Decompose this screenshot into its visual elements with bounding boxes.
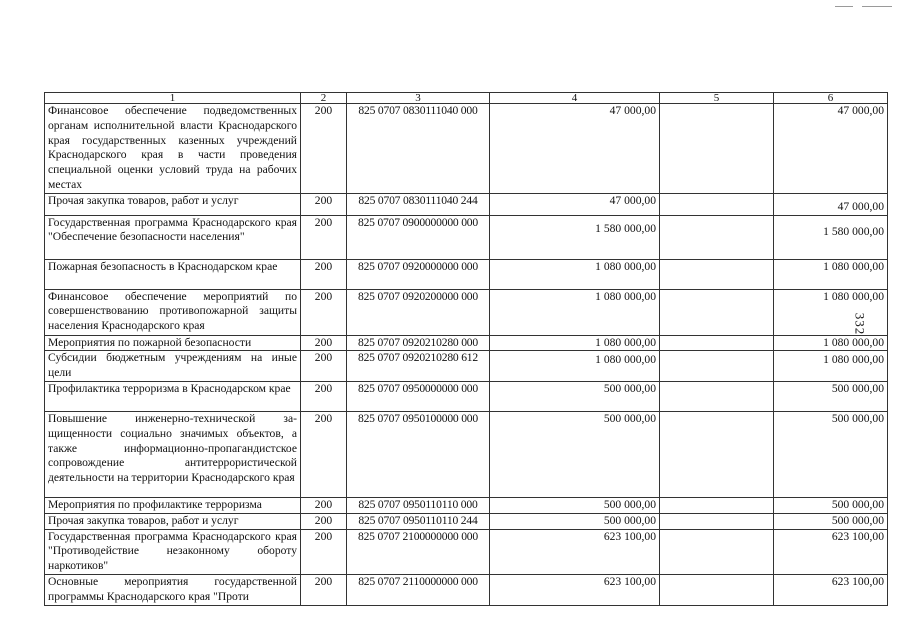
row-name-cell: Профилактика терроризма в Краснодарском крае [45,381,301,411]
row-code-cell: 200 [301,497,347,513]
row-kbk-cell: 825 0707 0830111040 000 [347,104,490,194]
row-name-cell: Финансовое обеспечение подведомственных органам исполнительной власти Краснодарского края государственных казенных учреждений Краснодарского края в части проведения специальной оценки условий труда на рабочих местах [45,104,301,194]
row-code-cell: 200 [301,215,347,259]
row-kbk-cell: 825 0707 2100000000 000 [347,529,490,574]
row-amount-cell: 623 100,00 [490,529,660,574]
row-code-cell: 200 [301,289,347,335]
row-name-cell: Пожарная безопасность в Краснодарском крае [45,259,301,289]
row-amount-cell: 623 100,00 [490,574,660,605]
row-empty-cell [660,497,774,513]
table-row [45,193,888,215]
row-name-cell: Основные мероприятия государственной программы Краснодарского края "Проти [45,574,301,605]
row-amount-cell: 1 080 000,00 [490,259,660,289]
row-empty-cell [660,351,774,382]
table-row [45,335,888,351]
row-amount-total-cell: 1 080 000,00 [774,351,888,382]
table-row [45,497,888,513]
table-row [45,574,888,605]
row-kbk-cell: 825 0707 0920210280 000 [347,335,490,351]
row-amount-cell: 47 000,00 [490,193,660,215]
row-empty-cell [660,381,774,411]
row-empty-cell [660,574,774,605]
column-header: 1 [45,93,301,104]
row-amount-total-cell: 1 080 000,00 [774,259,888,289]
row-empty-cell [660,529,774,574]
row-name-cell: Государственная программа Краснодарского края "Обеспечение безопасности населения" [45,215,301,259]
row-amount-cell: 500 000,00 [490,381,660,411]
row-kbk-cell: 825 0707 0900000000 000 [347,215,490,259]
row-name-cell: Мероприятия по пожарной безопасности [45,335,301,351]
row-empty-cell [660,259,774,289]
row-kbk-cell: 825 0707 0950000000 000 [347,381,490,411]
row-empty-cell [660,193,774,215]
row-amount-total-cell: 623 100,00 [774,574,888,605]
row-empty-cell [660,104,774,194]
row-empty-cell [660,513,774,529]
row-name-cell: Государственная программа Краснодарского края "Противодействие незаконному обороту наркотиков" [45,529,301,574]
page-edge-mark [862,6,892,7]
row-name-cell: Мероприятия по профилактике терроризма [45,497,301,513]
table-row [45,104,888,194]
row-name-cell: Прочая закупка товаров, работ и услуг [45,193,301,215]
row-amount-cell: 1 580 000,00 [490,215,660,259]
row-code-cell: 200 [301,104,347,194]
column-header: 5 [660,93,774,104]
page-number: 332 [852,312,868,336]
row-code-cell: 200 [301,529,347,574]
column-header: 3 [347,93,490,104]
row-code-cell: 200 [301,381,347,411]
table-row [45,411,888,497]
row-amount-total-cell: 47 000,00 [774,104,888,194]
row-name-cell: Субсидии бюджетным учреждениям на иные цели [45,351,301,382]
row-code-cell: 200 [301,335,347,351]
table-row [45,529,888,574]
row-amount-cell: 500 000,00 [490,513,660,529]
table-row [45,259,888,289]
table-row [45,513,888,529]
row-amount-cell: 47 000,00 [490,104,660,194]
row-empty-cell [660,215,774,259]
row-name-cell: Прочая закупка товаров, работ и услуг [45,513,301,529]
budget-table [44,92,888,606]
row-empty-cell [660,411,774,497]
page-edge-mark [835,6,853,7]
row-amount-cell: 500 000,00 [490,497,660,513]
row-amount-cell: 500 000,00 [490,411,660,497]
row-kbk-cell: 825 0707 2110000000 000 [347,574,490,605]
row-amount-total-cell: 500 000,00 [774,497,888,513]
row-kbk-cell: 825 0707 0920000000 000 [347,259,490,289]
column-header: 4 [490,93,660,104]
row-amount-total-cell: 1 580 000,00 [774,215,888,259]
row-amount-total-cell: 47 000,00 [774,193,888,215]
row-name-cell: Финансовое обеспечение мероприятий по совершенствованию противопожарной защиты населения Краснодарского края [45,289,301,335]
row-amount-cell: 1 080 000,00 [490,289,660,335]
row-amount-total-cell: 1 080 000,00 [774,289,888,335]
table-row [45,381,888,411]
row-code-cell: 200 [301,351,347,382]
row-code-cell: 200 [301,193,347,215]
row-amount-cell: 1 080 000,00 [490,335,660,351]
row-code-cell: 200 [301,259,347,289]
table-row [45,351,888,382]
column-header: 2 [301,93,347,104]
table-row [45,289,888,335]
row-kbk-cell: 825 0707 0830111040 244 [347,193,490,215]
row-amount-cell: 1 080 000,00 [490,351,660,382]
row-kbk-cell: 825 0707 0950100000 000 [347,411,490,497]
header-row [45,93,888,104]
row-amount-total-cell: 500 000,00 [774,381,888,411]
row-amount-total-cell: 500 000,00 [774,411,888,497]
row-amount-total-cell: 500 000,00 [774,513,888,529]
row-code-cell: 200 [301,574,347,605]
row-amount-total-cell: 1 080 000,00 [774,335,888,351]
row-code-cell: 200 [301,513,347,529]
table-row [45,215,888,259]
row-name-cell: Повышение инженерно-технической защищенности социально значимых объектов, а также информационно-пропагандистское сопровождение антитеррористической деятельности на территории Краснодарского края [45,411,301,497]
row-amount-total-cell: 623 100,00 [774,529,888,574]
row-kbk-cell: 825 0707 0920210280 612 [347,351,490,382]
column-header: 6 [774,93,888,104]
row-empty-cell [660,335,774,351]
row-empty-cell [660,289,774,335]
row-kbk-cell: 825 0707 0950110110 244 [347,513,490,529]
row-kbk-cell: 825 0707 0950110110 000 [347,497,490,513]
row-code-cell: 200 [301,411,347,497]
row-kbk-cell: 825 0707 0920200000 000 [347,289,490,335]
